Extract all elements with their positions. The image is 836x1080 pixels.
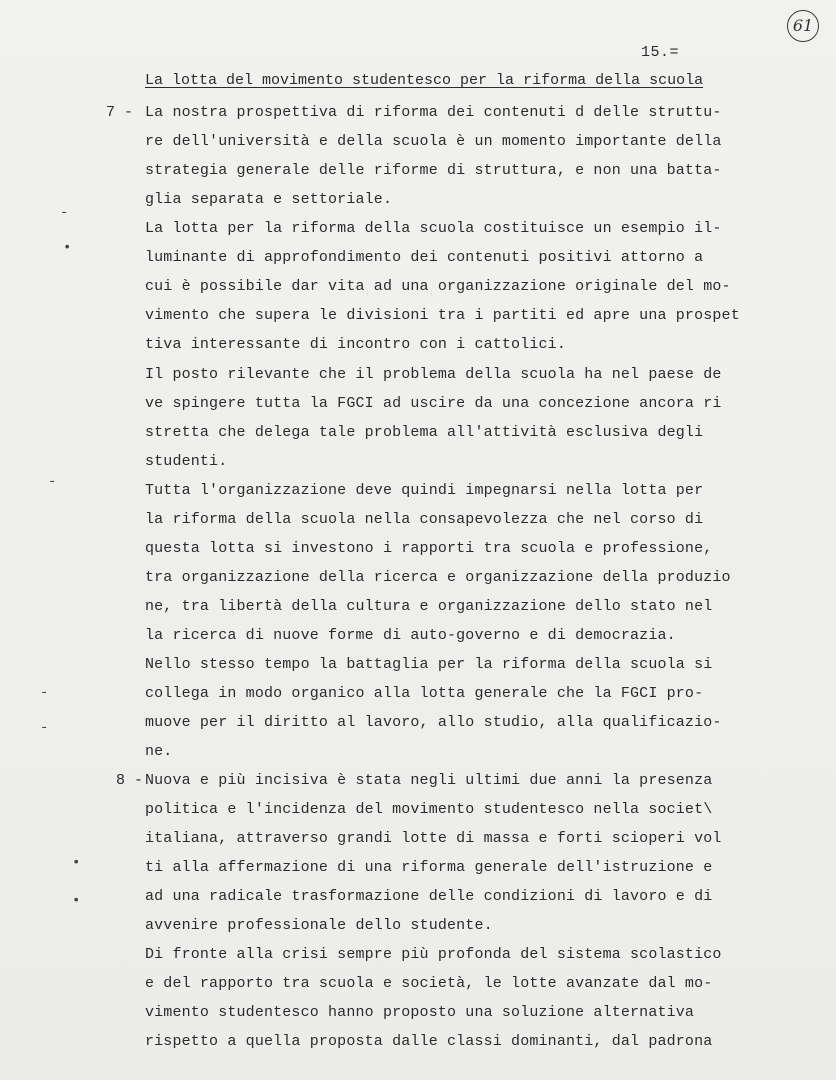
section-title: La lotta del movimento studentesco per la riforma della scuola — [145, 72, 704, 89]
text-line: Nuova e più incisiva è stata negli ultimi due anni la presenza — [145, 772, 713, 789]
text-line: questa lotta si investono i rapporti tra scuola e professione, — [145, 540, 713, 557]
margin-mark: • — [63, 240, 72, 256]
margin-mark: • — [72, 855, 81, 871]
text-line: luminante di approfondimento dei contenuti positivi attorno a — [145, 249, 704, 266]
text-line: La lotta per la riforma della scuola costituisce un esempio il- — [145, 220, 722, 237]
text-line: ve spingere tutta la FGCI ad uscire da una concezione ancora ri — [145, 395, 722, 412]
text-line: studenti. — [145, 453, 228, 470]
text-line: e del rapporto tra scuola e società, le lotte avanzate dal mo- — [145, 975, 713, 992]
text-line: Il posto rilevante che il problema della scuola ha nel paese de — [145, 366, 722, 383]
text-line: la riforma della scuola nella consapevolezza che nel corso di — [145, 511, 704, 528]
page-number: 15.= — [641, 44, 680, 61]
margin-mark: - — [60, 205, 69, 221]
text-line: glia separata e settoriale. — [145, 191, 393, 208]
text-line: ad una radicale trasformazione delle condizioni di lavoro e di — [145, 888, 713, 905]
text-line: ne. — [145, 743, 173, 760]
text-line: strategia generale delle riforme di struttura, e non una batta- — [145, 162, 722, 179]
text-line: ti alla affermazione di una riforma generale dell'istruzione e — [145, 859, 713, 876]
text-line: tra organizzazione della ricerca e organizzazione della produzio — [145, 569, 731, 586]
margin-mark: • — [72, 893, 81, 909]
archive-page-number: 61 — [787, 10, 819, 42]
text-line: Nello stesso tempo la battaglia per la riforma della scuola si — [145, 656, 713, 673]
text-line: Tutta l'organizzazione deve quindi impegnarsi nella lotta per — [145, 482, 704, 499]
text-line: cui è possibile dar vita ad una organizzazione originale del mo- — [145, 278, 731, 295]
text-line: vimento che supera le divisioni tra i partiti ed apre una prospet — [145, 307, 740, 324]
text-line: ne, tra libertà della cultura e organizzazione dello stato nel — [145, 598, 713, 615]
text-line: Di fronte alla crisi sempre più profonda del sistema scolastico — [145, 946, 722, 963]
text-line: rispetto a quella proposta dalle classi dominanti, dal padrona — [145, 1033, 713, 1050]
margin-mark: - — [40, 685, 49, 701]
text-line: re dell'università e della scuola è un momento importante della — [145, 133, 722, 150]
text-line: stretta che delega tale problema all'attività esclusiva degli — [145, 424, 704, 441]
text-line: vimento studentesco hanno proposto una soluzione alternativa — [145, 1004, 695, 1021]
section-number: 7 - — [106, 104, 134, 121]
margin-mark: - — [48, 474, 57, 490]
text-line: La nostra prospettiva di riforma dei contenuti d delle struttu- — [145, 104, 722, 121]
margin-mark: - — [40, 720, 49, 736]
text-line: avvenire professionale dello studente. — [145, 917, 493, 934]
text-line: politica e l'incidenza del movimento studentesco nella societ\ — [145, 801, 713, 818]
text-line: la ricerca di nuove forme di auto-governo e di democrazia. — [145, 627, 676, 644]
text-line: italiana, attraverso grandi lotte di massa e forti scioperi vol — [145, 830, 722, 847]
text-line: tiva interessante di incontro con i cattolici. — [145, 336, 566, 353]
text-line: collega in modo organico alla lotta generale che la FGCI pro- — [145, 685, 704, 702]
section-number: 8 - — [116, 772, 144, 789]
text-line: muove per il diritto al lavoro, allo studio, alla qualificazio- — [145, 714, 722, 731]
